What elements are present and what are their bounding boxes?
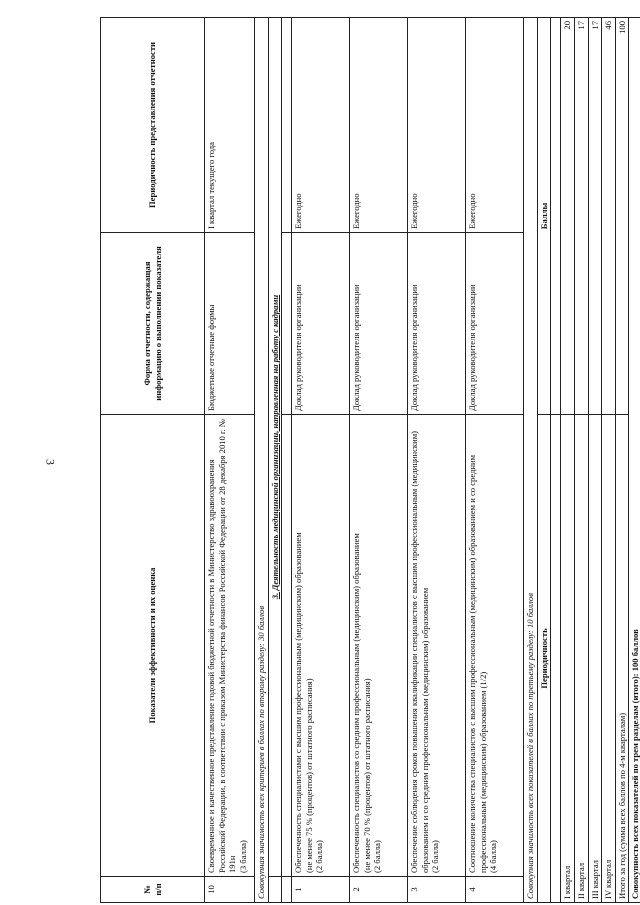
row-indicator: Обеспеченность специалистов со средним профессиональным (медицинским) образованием (не менее 70 % (процентов) от штатного расписания) (2 балла) [350, 414, 408, 876]
header-indicator: Показатели эффективности и их оценка [101, 414, 205, 876]
period-label: II квартал [574, 414, 588, 902]
row-period: Ежегодно [292, 17, 350, 232]
period-label: III квартал [588, 414, 602, 902]
points-col-header: Баллы [537, 17, 551, 414]
period-col-header: Периодичность [537, 414, 551, 902]
row-indicator: Своевременное и качественное представление годовой бюджетной отчетности в Министерство здравоохранения Российской Федерации, в соответствии с приказом Министерства финансов Российской Федерации от 28 декабря 2010 г. № 191н (3 балла) [205, 414, 255, 876]
spacer-row [282, 17, 292, 902]
row-period: Ежегодно [350, 17, 408, 232]
row-period: Ежегодно [408, 17, 466, 232]
section3-title-text: 3. Деятельность медицинской организации, направленная на работу с кадрами [269, 294, 280, 600]
table-row-s3-1 [292, 17, 350, 902]
section3-title-row [268, 17, 282, 902]
report-grid [100, 17, 640, 903]
row-period: I квартал текущего года [205, 17, 255, 232]
period-row-q3 [588, 17, 602, 902]
period-value: 100 [615, 17, 629, 414]
spacer-row [551, 17, 561, 902]
grand-total-row [629, 17, 640, 902]
section3-total: Совокупная значимость всех показателей в баллах по третьему разделу: 10 баллов [524, 17, 538, 902]
row-form: Доклад руководителя организации [350, 232, 408, 414]
table-row-10 [205, 17, 255, 902]
table-row-s3-4 [466, 17, 524, 902]
row-indicator: Обеспечение соблюдения сроков повышения квалификации специалистов с высшим профессиональным (медицинским) образованием и со средним профессиональным (медицинским) образованием (2 балла) [408, 414, 466, 876]
row-indicator: Соотношение количества специалистов с высшим профессиональным (медицинским) образованием и со средним профессиональным (медицинским) образованием (1/2) (4 балла) [466, 414, 524, 876]
table-row-s3-3 [408, 17, 466, 902]
row-num: 2 [350, 877, 408, 903]
grand-total: Совокупность всех показателей по трем разделам (итого): 100 баллов [629, 17, 640, 902]
period-value: 20 [561, 17, 575, 414]
period-row-q2 [574, 17, 588, 902]
period-row-q1 [561, 17, 575, 902]
row-num: 10 [205, 877, 255, 903]
period-row-q4 [602, 17, 616, 902]
period-value: 46 [602, 17, 616, 414]
period-header-row [537, 17, 551, 902]
period-row-year [615, 17, 629, 902]
period-value: 17 [588, 17, 602, 414]
period-label: IV квартал [602, 414, 616, 902]
row-num: 3 [408, 877, 466, 903]
report-page [100, 18, 640, 903]
table-row-s3-2 [350, 17, 408, 902]
section3-total-row [524, 17, 538, 902]
row-indicator: Обеспеченность специалистами с высшим профессиональным (медицинским) образованием (не менее 75 % (процентов) от штатного расписания) (2 балла) [292, 414, 350, 876]
section2-total: Совокупная значимость всех критериев в баллах по второму разделу: 30 баллов [255, 17, 269, 902]
row-form: Бюджетные отчетные формы [205, 232, 255, 414]
table-header-row [101, 17, 205, 902]
header-period: Периодичность представления отчетности [101, 17, 205, 232]
period-value: 17 [574, 17, 588, 414]
row-num: 4 [466, 877, 524, 903]
period-label: Итого за год (сумма всех баллов по 4-м кварталам) [615, 414, 629, 902]
row-form: Доклад руководителя организации [292, 232, 350, 414]
section3-title [268, 17, 282, 876]
row-num: 1 [292, 877, 350, 903]
header-form: Форма отчетности, содержащая информацию о выполнении показателя [101, 232, 205, 414]
period-label: I квартал [561, 414, 575, 902]
row-period: Ежегодно [466, 17, 524, 232]
page-number: 3 [43, 459, 58, 465]
header-num: № п/п [101, 877, 205, 903]
row-form: Доклад руководителя организации [408, 232, 466, 414]
row-form: Доклад руководителя организации [466, 232, 524, 414]
section2-total-row [255, 17, 269, 902]
